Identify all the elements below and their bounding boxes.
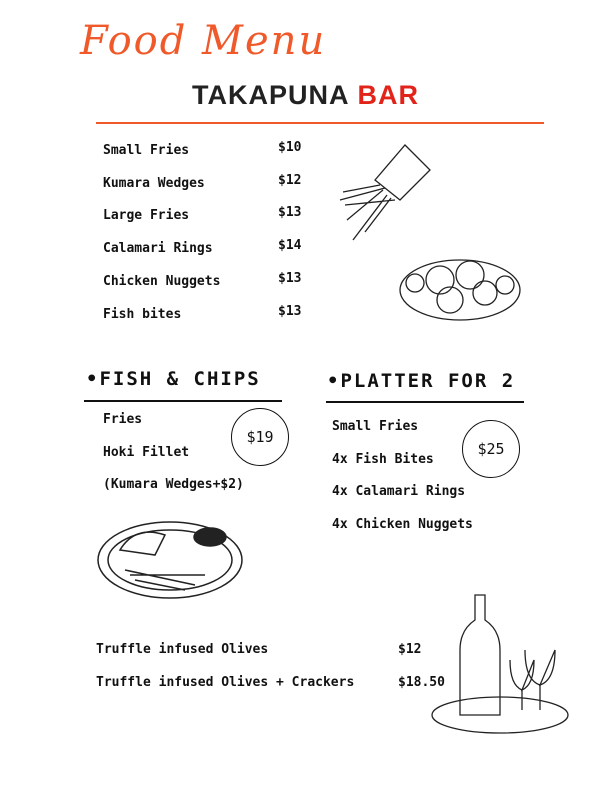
header-divider	[96, 122, 544, 124]
platter-price-badge	[462, 420, 520, 478]
menu-item-price: $10	[278, 140, 302, 155]
brand-dark: TAKAPUNA	[192, 80, 350, 110]
fish-chips-divider	[84, 400, 282, 402]
platter-item: Small Fries	[332, 419, 419, 434]
platter-item: 4x Calamari Rings	[332, 484, 466, 499]
brand-red: BAR	[357, 80, 419, 110]
menu-item-name: Kumara Wedges	[103, 175, 205, 191]
fish-chips-item: Hoki Fillet	[103, 444, 190, 460]
platter-price: $25	[477, 440, 505, 458]
menu-item-price: $13	[278, 270, 302, 286]
fries-illustration	[335, 140, 435, 250]
fish-chips-item: Fries	[103, 412, 143, 427]
platter-item: 4x Chicken Nuggets	[332, 516, 473, 532]
script-title: Food Menu	[80, 18, 327, 64]
menu-item-name: Small Fries	[103, 143, 190, 158]
menu-item-price: $13	[278, 205, 302, 221]
menu-item-name: Calamari Rings	[103, 241, 213, 257]
olives-item-name: Truffle infused Olives + Crackers	[96, 675, 355, 690]
platter-item: 4x Fish Bites	[332, 451, 434, 467]
olives-item-name: Truffle infused Olives	[96, 642, 269, 657]
menu-item-name: Fish bites	[103, 306, 182, 322]
menu-item-price: $13	[278, 303, 302, 319]
menu-item-price: $14	[278, 238, 302, 254]
fish-chips-heading: •FISH & CHIPS	[86, 368, 261, 390]
menu-item-name: Large Fries	[103, 208, 190, 224]
fish-chips-illustration	[95, 515, 245, 605]
fish-chips-price: $19	[246, 428, 274, 446]
fish-chips-price-badge	[231, 408, 289, 466]
olives-item-price: $12	[398, 642, 422, 657]
olives-item-price: $18.50	[398, 675, 445, 690]
fish-chips-item: (Kumara Wedges+$2)	[103, 477, 244, 492]
brand-logo	[192, 80, 419, 111]
menu-item-name: Chicken Nuggets	[103, 273, 221, 289]
menu-item-price: $12	[278, 172, 302, 188]
platter-heading: •PLATTER FOR 2	[327, 370, 516, 392]
wine-illustration	[430, 590, 570, 740]
platter-divider	[326, 401, 524, 403]
calamari-illustration	[395, 245, 525, 325]
